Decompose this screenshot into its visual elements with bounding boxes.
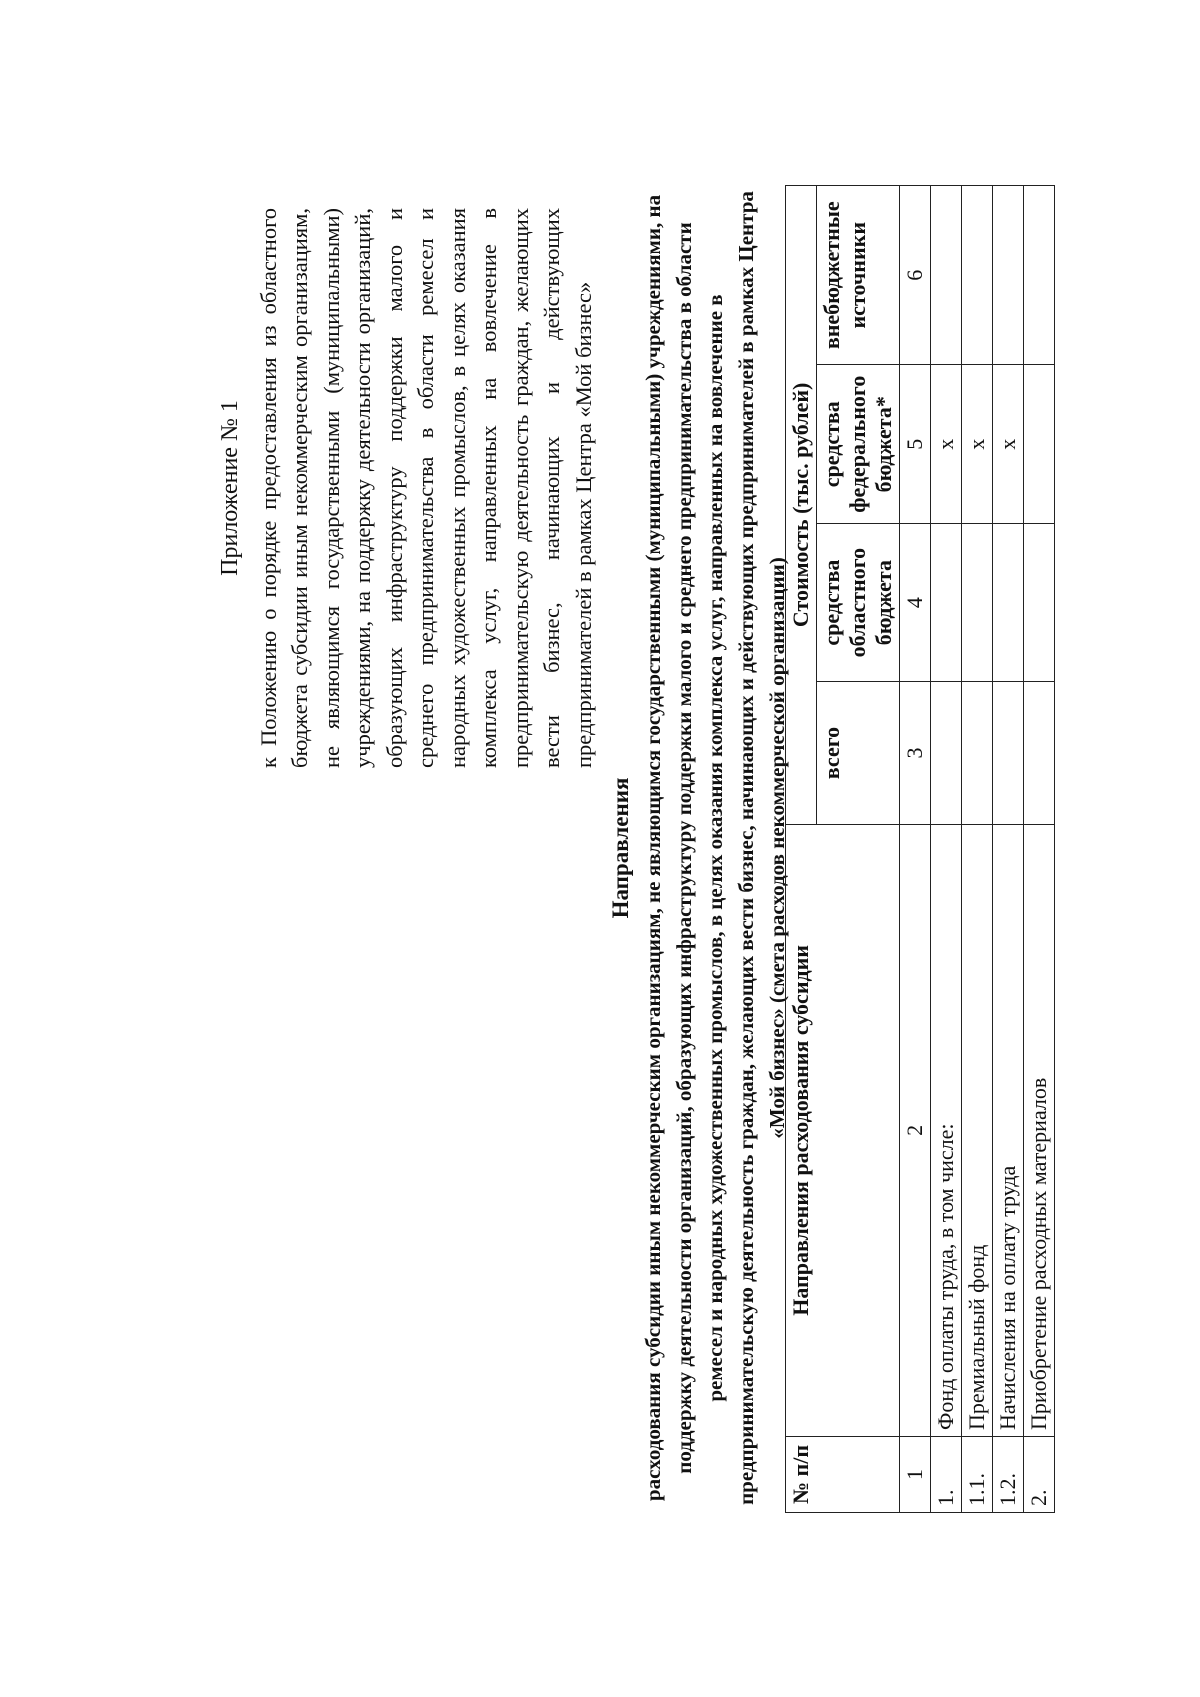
row-direction: Приобретение расходных материалов: [1024, 824, 1055, 1436]
header-number: № п/п: [786, 1437, 900, 1513]
header-regional: средства областного бюджета: [817, 523, 900, 681]
document-heading: [605, 188, 793, 1508]
row-direction: Начисления на оплату труда: [993, 824, 1024, 1436]
budget-table: [785, 185, 1055, 1513]
table-row: [993, 186, 1024, 1513]
row-external: [931, 186, 962, 365]
table-row: [1024, 186, 1055, 1513]
row-regional: [962, 523, 993, 681]
row-regional: [1024, 523, 1055, 681]
row-number: 1.1.: [962, 1437, 993, 1513]
row-regional: [931, 523, 962, 681]
row-number: 1.2.: [993, 1437, 1024, 1513]
row-number: 1.: [931, 1437, 962, 1513]
row-external: [1024, 186, 1055, 365]
row-federal: х: [993, 365, 1024, 523]
row-federal: [1024, 365, 1055, 523]
column-number: 5: [900, 365, 931, 523]
heading-text: расходования субсидии иным некоммерческим организациям, не являющимся государственными (муниципальными) учреждениями, на поддержку деятельности организаций, образующих инфраструктуру поддержки малого и среднего предпринимательства в области ремесел и народных художественных промыслов, в целях оказания комплекса услуг, направленных на вовлечение в предпринимательскую деятельность граждан, желающих вести бизнес, начинающих и действующих предпринимателей в рамках Центра «Мой бизнес» (смета расходов некоммерческой организации): [641, 191, 789, 1505]
column-number-row: [900, 186, 931, 1513]
row-direction: Фонд оплаты труда, в том числе:: [931, 824, 962, 1436]
column-number: 1: [900, 1437, 931, 1513]
column-number: 4: [900, 523, 931, 681]
header-direction: Направления расходования субсидии: [786, 824, 900, 1436]
header-cost: Стоимость (тыс. рублей): [786, 186, 817, 825]
header-external: внебюджетные источники: [817, 186, 900, 365]
appendix-text: к Положению о порядке предоставления из областного бюджета субсидии иным некоммерческим организациям, не являющимся государственными (муниципальными) учреждениями, на поддержку деятельности организаций, образующих инфраструктуру поддержки малого и среднего предпринимательства в области ремесел и народных художественных промыслов, в целях оказания комплекса услуг, направленных на вовлечение в предпринимательскую деятельность граждан, желающих вести бизнес, начинающих и действующих предпринимателей в рамках Центра «Мой бизнес»: [255, 208, 596, 768]
appendix-block: [217, 208, 599, 768]
row-total: [931, 682, 962, 825]
header-federal: средства федерального бюджета*: [817, 365, 900, 523]
rotated-sheet: [50, 48, 1150, 1648]
column-number: 6: [900, 186, 931, 365]
row-number: 2.: [1024, 1437, 1055, 1513]
row-external: [993, 186, 1024, 365]
table-row: [962, 186, 993, 1513]
row-total: [993, 682, 1024, 825]
row-federal: х: [962, 365, 993, 523]
row-external: [962, 186, 993, 365]
appendix-title: Приложение № 1: [217, 400, 243, 576]
header-total: всего: [817, 682, 900, 825]
heading-title: Направления: [608, 777, 633, 919]
row-direction: Премиальный фонд: [962, 824, 993, 1436]
row-total: [962, 682, 993, 825]
column-number: 3: [900, 682, 931, 825]
column-number: 2: [900, 824, 931, 1436]
table-row: [931, 186, 962, 1513]
header-row: [786, 186, 817, 1513]
row-federal: х: [931, 365, 962, 523]
row-total: [1024, 682, 1055, 825]
row-regional: [993, 523, 1024, 681]
